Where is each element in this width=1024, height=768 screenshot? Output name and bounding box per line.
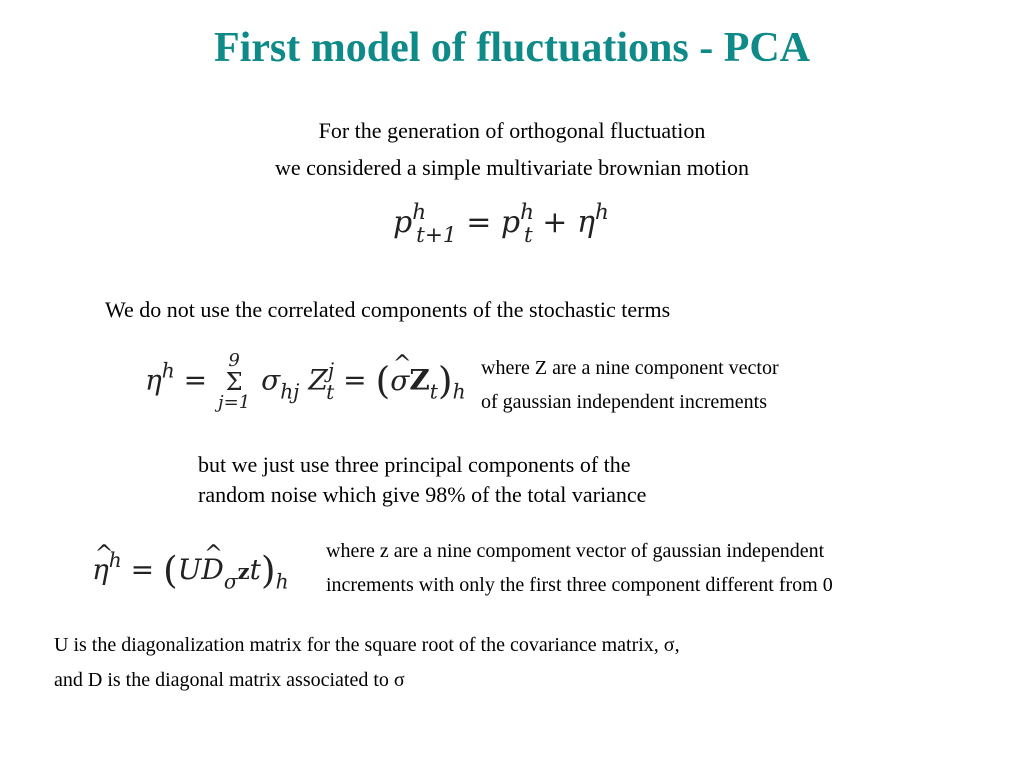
eq3-eta-hat: ^ η — [92, 553, 109, 586]
eq1-sup-h3: h — [594, 200, 609, 225]
intro-line-2: we considered a simple multivariate brownian motion — [274, 155, 750, 180]
pca-statement-line-1: but we just use three principal components of the — [198, 452, 631, 477]
sum-symbol: Σ — [225, 368, 243, 396]
eq1-eta: η — [576, 204, 595, 240]
eq2-sigma-hat: ^ σ — [390, 364, 409, 397]
equation-brownian-motion — [393, 200, 609, 248]
note-z-vector-line-2: of gaussian independent increments — [481, 391, 768, 413]
sum-operator — [218, 352, 250, 412]
intro-line-1: For the generation of orthogonal fluctuation — [318, 118, 706, 143]
eq1-p: p — [393, 204, 413, 240]
eq3-lparen: ( — [163, 548, 178, 592]
sum-upper-limit: 9 — [228, 350, 240, 371]
eq2-sup-h: h — [161, 358, 175, 383]
equation-pca-noise — [92, 548, 289, 593]
note-z-vector-line-1: where Z are a nine component vector — [481, 357, 779, 379]
eq2-sub-h: h — [452, 379, 466, 404]
eq3-z-bold: z — [237, 559, 250, 585]
eq3-U: U — [177, 553, 202, 587]
eq3-t: t — [249, 553, 261, 587]
eq2-rparen: ) — [437, 358, 453, 403]
eq3-sup-h: h — [108, 548, 122, 573]
eq1-plus: + — [542, 204, 568, 240]
eq3-sub-sigma: σ — [223, 569, 238, 594]
eq2-equals: = — [183, 363, 208, 397]
note-z-three-components-line-1: where z are a nine compoment vector of gaussian independent — [326, 540, 825, 562]
eq2-sigma: σ — [261, 363, 281, 397]
eq2-sup-j: j — [327, 358, 335, 383]
eq3-sub-h: h — [275, 569, 289, 594]
eq2-sub-t: t — [326, 379, 335, 404]
eq1-sub-t: t — [524, 222, 533, 248]
eq1-sup-h2: h — [520, 200, 535, 225]
eq2-eta: η — [145, 363, 162, 397]
eq3-D-hat: ^ D — [201, 553, 223, 586]
footer-line-2: and D is the diagonal matrix associated to σ — [54, 669, 405, 691]
eq3-equals: = — [130, 553, 155, 587]
eq2-Z: Z — [308, 363, 328, 397]
eq2-sub-t2: t — [429, 379, 438, 404]
equation-noise-components — [145, 352, 466, 412]
eq1-sup-h: h — [412, 200, 427, 225]
eq2-sub-hj: hj — [280, 379, 300, 404]
eq1-equals: = — [466, 204, 492, 240]
eq2-lparen: ( — [375, 358, 391, 403]
pca-statement-line-2: random noise which give 98% of the total variance — [198, 482, 647, 507]
slide-title: First model of fluctuations - PCA — [213, 25, 811, 71]
eq1-sub-t1: t+1 — [416, 222, 457, 248]
sum-lower-limit: j=1 — [218, 392, 251, 413]
note-z-three-components-line-2: increments with only the first three component different from 0 — [326, 574, 833, 596]
statement-not-correlated: We do not use the correlated components of the stochastic terms — [105, 297, 671, 322]
eq2-equals-2: = — [343, 363, 367, 397]
eq2-Z-bold: Z — [409, 363, 430, 397]
eq3-rparen: ) — [260, 548, 276, 592]
eq1-p2: p — [500, 204, 521, 240]
footer-line-1: U is the diagonalization matrix for the square root of the covariance matrix, σ, — [54, 634, 680, 656]
